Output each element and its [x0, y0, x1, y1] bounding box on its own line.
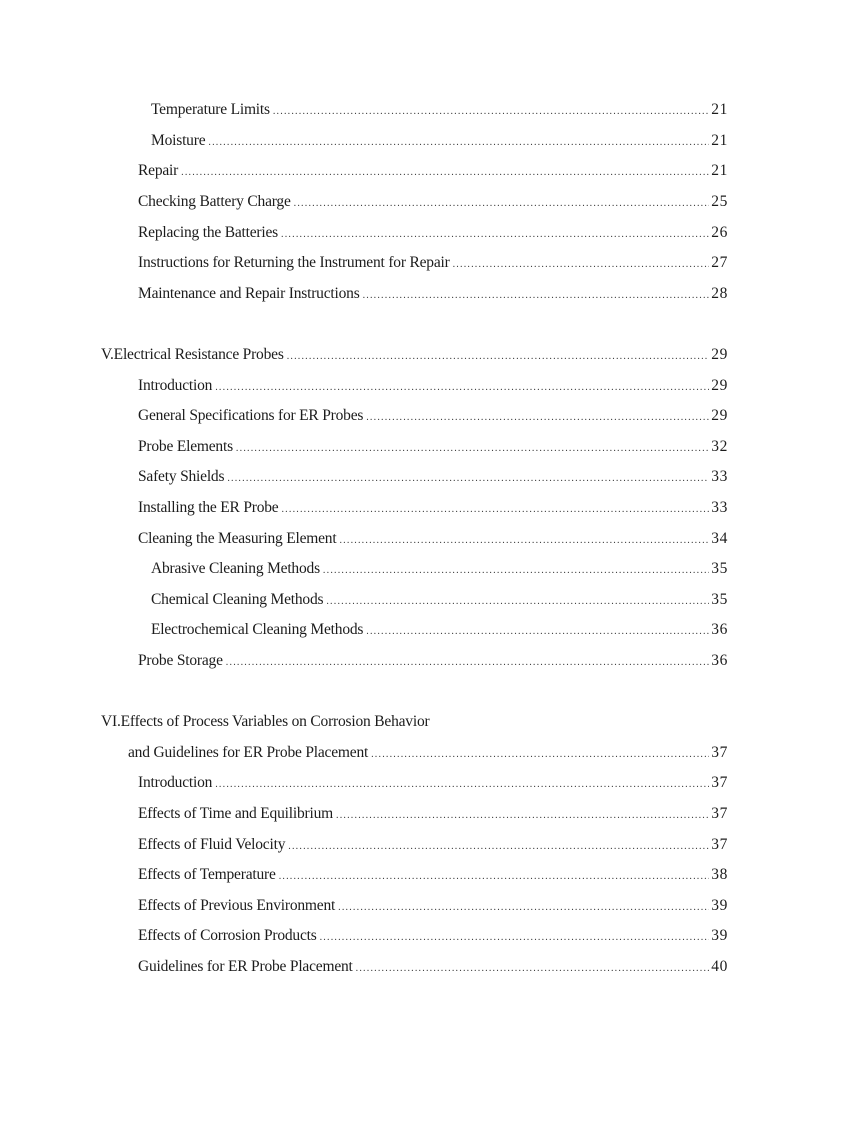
toc-entry[interactable] [138, 191, 728, 213]
section-number: VI. [101, 713, 121, 730]
dot-leader [356, 958, 710, 980]
toc-entry[interactable] [138, 650, 728, 672]
toc-entry[interactable] [151, 619, 728, 641]
toc-entry[interactable] [138, 528, 728, 550]
toc-entry[interactable] [138, 864, 728, 886]
toc-entry-page: 21 [711, 101, 728, 118]
toc-entry-label: Repair [138, 162, 179, 179]
dot-leader [236, 438, 709, 460]
dot-leader [336, 805, 709, 827]
toc-entry[interactable] [151, 589, 728, 611]
toc-entry-page: 36 [711, 621, 728, 638]
dot-leader [366, 407, 709, 429]
toc-section-heading[interactable] [101, 711, 429, 733]
toc-entry[interactable] [138, 375, 728, 397]
toc-entry[interactable] [138, 925, 728, 947]
toc-entry[interactable] [138, 283, 728, 305]
dot-leader [288, 836, 709, 858]
toc-entry-page: 29 [711, 377, 728, 394]
dot-leader [320, 927, 710, 949]
toc-entry[interactable] [138, 956, 728, 978]
toc-entry-page: 29 [711, 407, 728, 424]
toc-entry[interactable] [138, 772, 728, 794]
toc-entry-label: Moisture [151, 132, 206, 149]
dot-leader [227, 468, 709, 490]
toc-entry-label: Checking Battery Charge [138, 193, 291, 210]
toc-entry-label: Replacing the Batteries [138, 224, 279, 241]
toc-entry-page: 35 [711, 560, 728, 577]
toc-section-heading[interactable] [101, 344, 728, 366]
toc-entry-label: Effects of Fluid Velocity [138, 836, 286, 853]
toc-entry-page: 35 [711, 591, 728, 608]
toc-entry[interactable] [138, 466, 728, 488]
toc-entry-label: Safety Shields [138, 468, 225, 485]
toc-entry[interactable] [138, 405, 728, 427]
dot-leader [208, 132, 709, 154]
toc-entry[interactable] [151, 130, 728, 152]
toc-entry-page: 40 [711, 958, 728, 975]
toc-entry-page: 37 [711, 774, 728, 791]
toc-entry-page: 37 [711, 836, 728, 853]
toc-entry-label: Effects of Time and Equilibrium [138, 805, 333, 822]
toc-entry[interactable] [138, 497, 728, 519]
dot-leader [181, 162, 709, 184]
toc-entry[interactable] [151, 558, 728, 580]
toc-entry-label: Installing the ER Probe [138, 499, 279, 516]
toc-entry-label: Chemical Cleaning Methods [151, 591, 324, 608]
toc-entry-label: Introduction [138, 774, 213, 791]
dot-leader [453, 254, 710, 276]
toc-entry-label: Maintenance and Repair Instructions [138, 285, 360, 302]
dot-leader [215, 774, 709, 796]
toc-entry-page: 39 [711, 927, 728, 944]
toc-entry[interactable] [138, 834, 728, 856]
toc-entry-page: 33 [711, 468, 728, 485]
section-page: 37 [711, 744, 728, 761]
dot-leader [323, 560, 709, 582]
dot-leader [326, 591, 709, 613]
dot-leader [281, 224, 709, 246]
toc-entry-page: 33 [711, 499, 728, 516]
section-title-line2: and Guidelines for ER Probe Placement [128, 744, 369, 761]
section-number: V. [101, 346, 114, 363]
toc-entry-label: Cleaning the Measuring Element [138, 530, 337, 547]
dot-leader [371, 744, 709, 766]
section-page: 29 [711, 346, 728, 363]
toc-entry-page: 39 [711, 897, 728, 914]
toc-entry-page: 21 [711, 162, 728, 179]
toc-entry-label: Instructions for Returning the Instrument for Repair [138, 254, 450, 271]
toc-entry-label: Abrasive Cleaning Methods [151, 560, 320, 577]
toc-entry-page: 25 [711, 193, 728, 210]
dot-leader [338, 897, 709, 919]
toc-section-heading-continued[interactable] [128, 742, 728, 764]
toc-entry[interactable] [138, 436, 728, 458]
dot-leader [363, 285, 710, 307]
toc-entry-page: 27 [711, 254, 728, 271]
toc-entry-page: 21 [711, 132, 728, 149]
dot-leader [294, 193, 710, 215]
toc-entry-label: Effects of Temperature [138, 866, 276, 883]
toc-entry-label: Effects of Corrosion Products [138, 927, 317, 944]
toc-entry-label: Guidelines for ER Probe Placement [138, 958, 353, 975]
dot-leader [281, 499, 709, 521]
toc-entry-label: Introduction [138, 377, 213, 394]
toc-entry-label: General Specifications for ER Probes [138, 407, 364, 424]
toc-entry-label: Probe Storage [138, 652, 223, 669]
toc-entry-label: Effects of Previous Environment [138, 897, 336, 914]
dot-leader [226, 652, 710, 674]
toc-entry-page: 32 [711, 438, 728, 455]
toc-entry-page: 34 [711, 530, 728, 547]
toc-entry[interactable] [138, 160, 728, 182]
toc-entry-page: 37 [711, 805, 728, 822]
section-title: Electrical Resistance Probes [113, 346, 284, 363]
dot-leader [339, 530, 709, 552]
toc-entry-page: 38 [711, 866, 728, 883]
dot-leader [287, 346, 710, 368]
toc-entry[interactable] [138, 803, 728, 825]
toc-entry-label: Probe Elements [138, 438, 233, 455]
toc-entry-page: 26 [711, 224, 728, 241]
toc-entry-page: 36 [711, 652, 728, 669]
toc-entry[interactable] [138, 222, 728, 244]
section-title-line1: Effects of Process Variables on Corrosion Behavior [120, 713, 430, 730]
dot-leader [279, 866, 710, 888]
dot-leader [215, 377, 709, 399]
dot-leader [273, 101, 709, 123]
dot-leader [366, 621, 709, 643]
toc-entry[interactable] [151, 99, 728, 121]
toc-entry-label: Temperature Limits [151, 101, 270, 118]
toc-entry[interactable] [138, 895, 728, 917]
toc-entry-label: Electrochemical Cleaning Methods [151, 621, 364, 638]
toc-entry[interactable] [138, 252, 728, 274]
toc-entry-page: 28 [711, 285, 728, 302]
